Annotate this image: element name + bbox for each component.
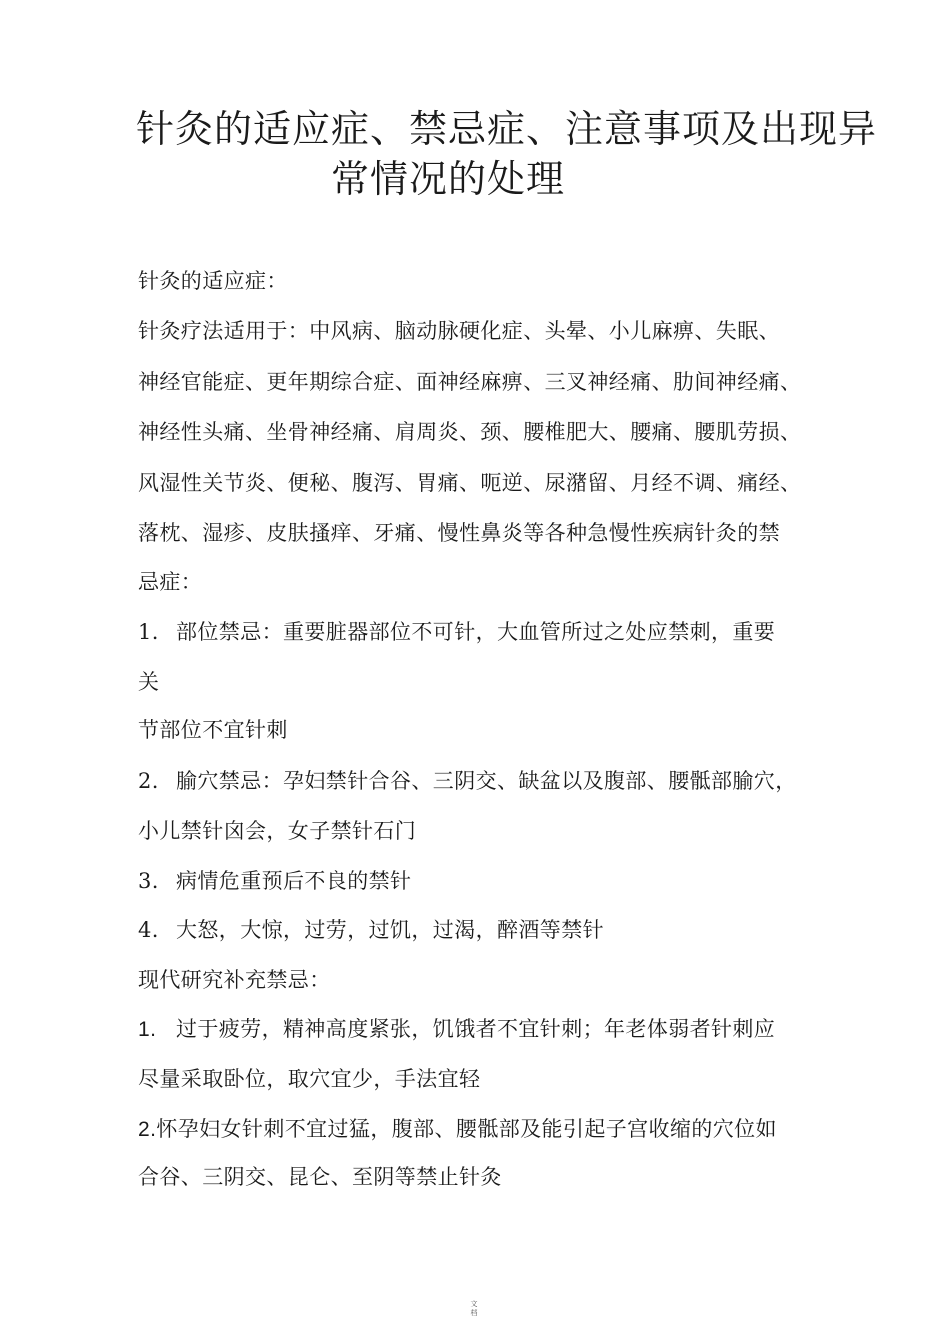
list-item-2: 2. 腧穴禁忌：孕妇禁针合谷、三阴交、缺盆以及腹部、腰骶部腧穴， xyxy=(138,769,797,793)
list-item-3: 3. 病情危重预后不良的禁针 xyxy=(138,869,412,893)
paragraph-line: 风湿性关节炎、便秘、腹泻、胃痛、呃逆、尿潴留、月经不调、痛经、 xyxy=(138,471,802,495)
paragraph-line: 合谷、三阴交、昆仑、至阴等禁止针灸 xyxy=(138,1165,502,1189)
paragraph-line: 尽量采取卧位，取穴宜少，手法宜轻 xyxy=(138,1067,481,1091)
list-number: 1. xyxy=(138,620,159,644)
section-heading-indications: 针灸的适应症： xyxy=(138,269,288,293)
paragraph-line: 小儿禁针囟会，女子禁针石门 xyxy=(138,819,417,843)
document-title-line-2: 常情况的处理 xyxy=(331,157,566,201)
list-number: 3. xyxy=(138,869,159,893)
footer-char: 档 xyxy=(470,1309,478,1317)
paragraph-line: 关 xyxy=(138,670,160,694)
list-number: 2. xyxy=(138,769,159,793)
paragraph-line: 神经性头痛、坐骨神经痛、肩周炎、颈、腰椎肥大、腰痛、腰肌劳损、 xyxy=(138,420,802,444)
paragraph-line: 落枕、湿疹、皮肤搔痒、牙痛、慢性鼻炎等各种急慢性疾病针灸的禁 xyxy=(138,521,780,545)
paragraph-line: 针灸疗法适用于：中风病、脑动脉硬化症、头晕、小儿麻痹、失眠、 xyxy=(138,319,780,343)
document-title-line-1: 针灸的适应症、禁忌症、注意事项及出现异 xyxy=(136,107,878,151)
list-number: 2. xyxy=(138,1118,157,1141)
list-number: 1. xyxy=(138,1018,157,1041)
list-item-modern-1: 1. 过于疲劳，精神高度紧张，饥饿者不宜针刺；年老体弱者针刺应 xyxy=(138,1017,776,1041)
paragraph-line: 神经官能症、更年期综合症、面神经麻痹、三叉神经痛、肋间神经痛、 xyxy=(138,370,802,394)
list-item-4: 4. 大怒，大惊，过劳，过饥，过渴，醉酒等禁针 xyxy=(138,918,604,942)
section-heading-modern-contraindications: 现代研究补充禁忌： xyxy=(138,968,331,992)
footer-char: 文 xyxy=(470,1300,478,1308)
list-item-1: 1. 部位禁忌：重要脏器部位不可针，大血管所过之处应禁刺，重要 xyxy=(138,620,776,644)
paragraph-line: 忌症： xyxy=(138,570,203,594)
list-number: 4. xyxy=(138,918,159,942)
page-footer xyxy=(469,1300,479,1318)
list-item-modern-2: 2.怀孕妇女针刺不宜过猛，腹部、腰骶部及能引起子宫收缩的穴位如 xyxy=(138,1117,777,1141)
paragraph-line: 节部位不宜针刺 xyxy=(138,718,288,742)
